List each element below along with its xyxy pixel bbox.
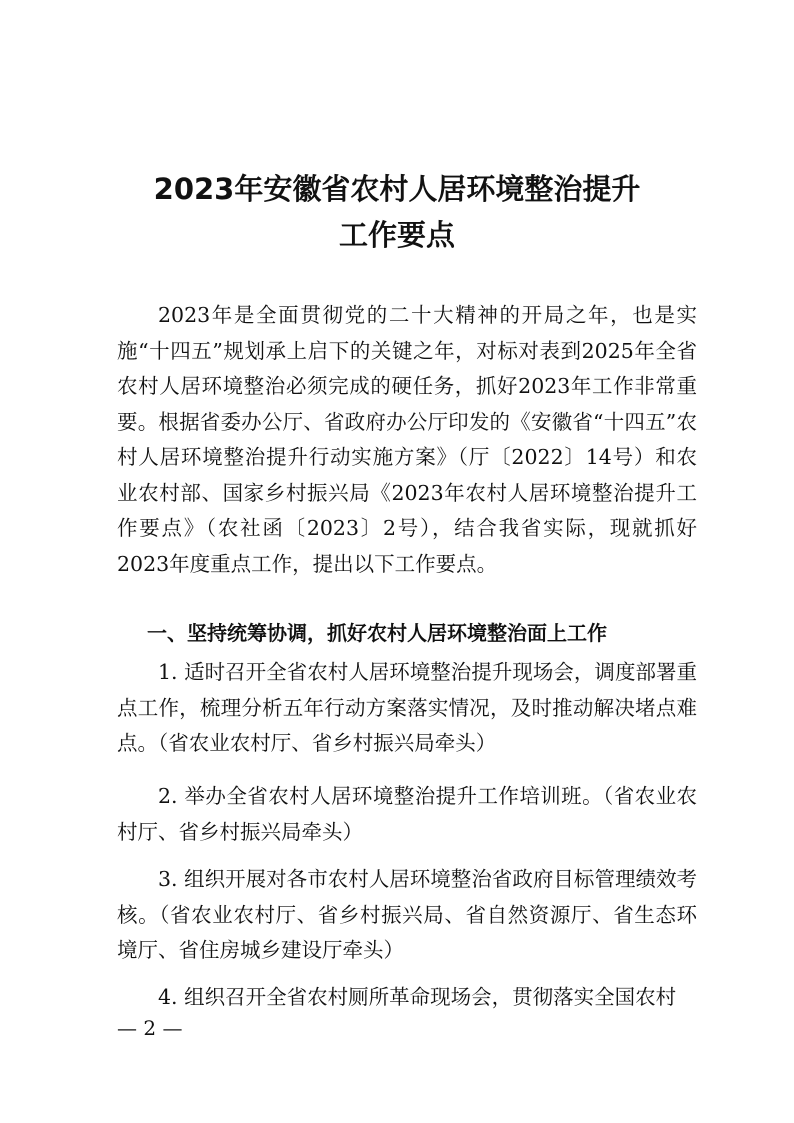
list-item-2: 2. 举办全省农村人居环境整治提升工作培训班。（省农业农村厅、省乡村振兴局牵头） xyxy=(117,784,697,844)
intro-paragraph: 2023年是全面贯彻党的二十大精神的开局之年，也是实施“十四五”规划承上启下的关键之年，对标对表到2025年全省农村人居环境整治必须完成的硬任务，抓好2023年工作非常重要。根据省委办公厅、省政府办公厅印发的《安徽省“十四五”农村人居环境整治提升行动实施方案》（厅〔2022〕14号）和农业农村部、国家乡村振兴局《2023年农村人居环境整治提升工作要点》（农社函〔2023〕2号），结合我省实际，现就抓好2023年度重点工作，提出以下工作要点。 xyxy=(117,303,697,576)
list-item-4: 4. 组织召开全省农村厕所革命现场会，贯彻落实全国农村 xyxy=(158,985,677,1009)
page-number: — 2 — xyxy=(117,1016,183,1040)
document-title-line-2: 工作要点 xyxy=(338,218,455,252)
list-item-1: 1. 适时召开全省农村人居环境整治提升现场会，调度部署重点工作，梳理分析五年行动方案落实情况，及时推动解决堵点难点。（省农业农村厅、省乡村振兴局牵头） xyxy=(117,660,697,755)
list-item-3: 3. 组织开展对各市农村人居环境整治省政府目标管理绩效考核。（省农业农村厅、省乡村振兴局、省自然资源厅、省生态环境厅、省住房城乡建设厅牵头） xyxy=(117,867,697,962)
document-title-line-1: 2023年安徽省农村人居环境整治提升 xyxy=(153,172,641,206)
section-heading-1: 一、坚持统筹协调，抓好农村人居环境整治面上工作 xyxy=(147,621,607,645)
